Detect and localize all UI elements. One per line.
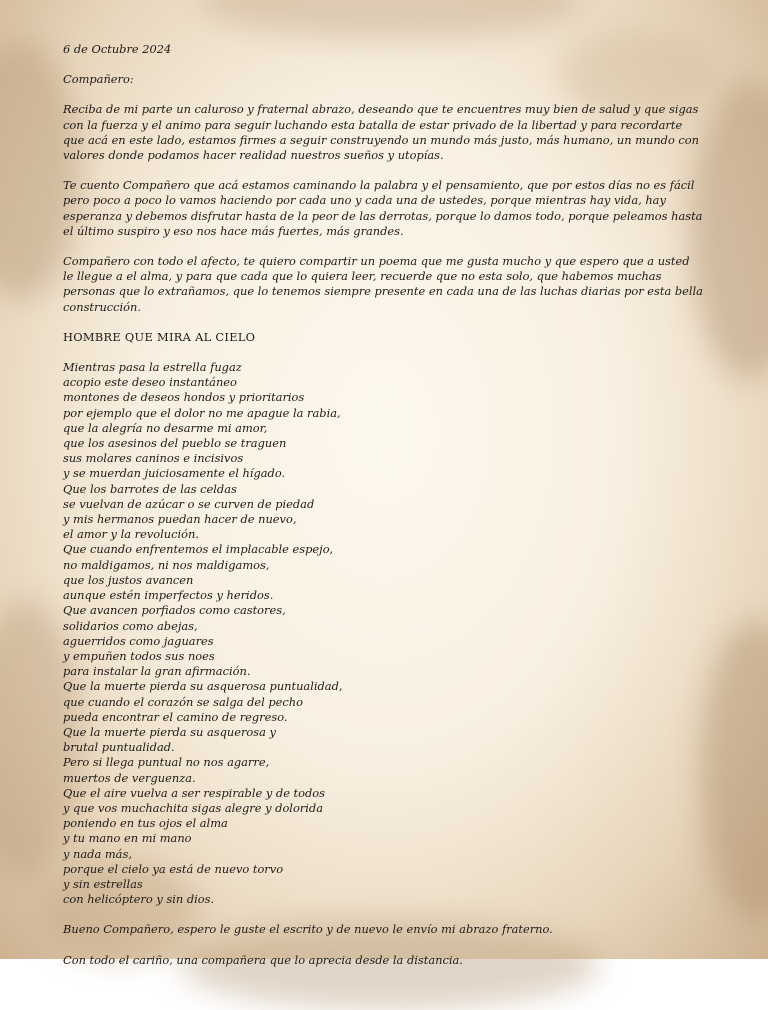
poem-line: Que la muerte pierda su asquerosa y [63,724,276,739]
poem-line: aunque estén imperfectos y heridos. [63,588,274,603]
poem-line: aguerridos como jaguares [63,633,214,648]
poem-line: y sin estrellas [63,876,143,891]
poem-line: y tu mano en mi mano [63,831,192,846]
letter-greeting: Compañero: [63,72,134,87]
poem-line: Pero si llega puntual no nos agarre, [63,755,270,770]
poem-line: solidarios como abejas, [63,618,198,633]
poem-title: HOMBRE QUE MIRA AL CIELO [63,329,256,344]
letter-body [63,42,703,983]
poem-line: pueda encontrar el camino de regreso. [63,709,288,724]
letter-closing-2: Con todo el cariño, una compañera que lo aprecia desde la distancia. [63,952,463,967]
poem-line: Que el aire vuelva a ser respirable y de todos [63,785,325,800]
letter-paragraph-1: Reciba de mi parte un caluroso y fraternal abrazo, deseando que te encuentres muy bien de salud y que sigas con la fuerza y el animo para seguir luchando esta batalla de estar privado de la libertad y para recordarte que acá en este lado, estamos firmes a seguir construyendo un mundo más justo, más humano, un mundo con valores donde podamos hacer realidad nuestros sueños y utopías. [63,102,699,163]
poem-line: poniendo en tus ojos el alma [63,816,228,831]
poem-line: y se muerdan juiciosamente el hígado. [63,466,286,481]
poem-line: el amor y la revolución. [63,527,199,542]
poem-line: y empuñen todos sus noes [63,648,215,663]
poem-line: se vuelvan de azúcar o se curven de piedad [63,496,315,511]
poem-line: que la alegría no desarme mi amor, [63,420,268,435]
poem-line: Que cuando enfrentemos el implacable espejo, [63,542,334,557]
poem-line: brutal puntualidad. [63,740,175,755]
poem-line: no maldigamos, ni nos maldigamos, [63,557,270,572]
poem-line: que los justos avancen [63,572,194,587]
poem-line: y mis hermanos puedan hacer de nuevo, [63,512,297,527]
poem-line: Que la muerte pierda su asquerosa puntualidad, [63,679,343,694]
poem-line: que cuando el corazón se salga del pecho [63,694,303,709]
poem-line: que los asesinos del pueblo se traguen [63,436,287,451]
poem-line: Que los barrotes de las celdas [63,481,237,496]
poem-line: montones de deseos hondos y prioritarios [63,390,305,405]
poem-line: y que vos muchachita sigas alegre y dolorida [63,800,323,815]
poem-line: porque el cielo ya está de nuevo torvo [63,861,284,876]
poem-line: para instalar la gran afirmación. [63,664,251,679]
letter-date: 6 de Octubre 2024 [63,42,172,56]
poem [63,360,703,907]
poem-line: por ejemplo que el dolor no me apague la rabia, [63,405,341,420]
poem-line: y nada más, [63,846,132,861]
poem-line: con helicóptero y sin dios. [63,892,215,907]
poem-line: Que avancen porfiados como castores, [63,603,286,618]
letter-paragraph-2: Te cuento Compañero que acá estamos caminando la palabra y el pensamiento, que por estos días no es fácil pero poco a poco lo vamos haciendo por cada uno y cada una de ustedes, porque mientras hay vida, hay esperanza y debemos disfrutar hasta de la peor de las derrotas, porque lo damos todo, porque peleamos hasta el último suspiro y eso nos hace más fuertes, más grandes. [63,178,703,238]
letter-closing-1: Bueno Compañero, espero le guste el escrito y de nuevo le envío mi abrazo fraterno. [63,922,553,937]
poem-line: muertos de verguenza. [63,770,196,785]
letter-paragraph-3: Compañero con todo el afecto, te quiero compartir un poema que me gusta mucho y que espero que a usted le llegue a el alma, y para que cada que lo quiera leer, recuerde que no esta solo, que habemos muchas personas que lo extrañamos, que lo tenemos siempre presente en cada una de las luchas diarias por esta bella construcción. [63,254,703,314]
poem-line: Mientras pasa la estrella fugaz [63,360,242,375]
poem-line: sus molares caninos e incisivos [63,451,244,466]
poem-line: acopio este deseo instantáneo [63,375,237,390]
